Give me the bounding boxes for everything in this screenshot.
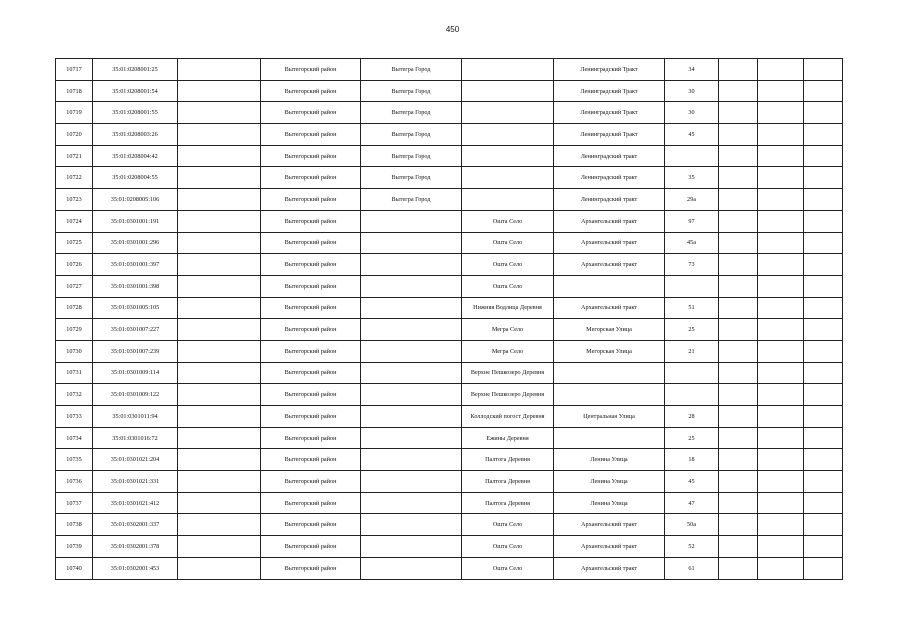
empty-column-cell [178,514,261,536]
street-cell [554,275,665,297]
empty-column-cell [178,167,261,189]
empty-column-cell [178,557,261,579]
district-cell: Вытегорский район [261,536,361,558]
row-number-cell: 10733 [56,406,93,428]
extra-column-1-cell [719,471,758,493]
district-cell: Вытегорский район [261,254,361,276]
street-cell: Архангельский тракт [554,557,665,579]
street-cell: Мегорская Улица [554,340,665,362]
extra-column-2-cell [758,536,804,558]
row-number-cell: 10737 [56,492,93,514]
table-row [56,384,843,406]
extra-column-2-cell [758,406,804,428]
cadastral-number-cell: 35:01:0301011:94 [93,406,178,428]
table-row [56,275,843,297]
house-number-cell: 30 [665,102,719,124]
street-cell: Ленинградский тракт [554,167,665,189]
table-row [56,557,843,579]
extra-column-3-cell [804,406,843,428]
empty-column-cell [178,427,261,449]
extra-column-3-cell [804,427,843,449]
city-cell: Вытегра Город [361,189,462,211]
extra-column-2-cell [758,297,804,319]
cadastral-number-cell: 35:01:0302001:453 [93,557,178,579]
table-row [56,80,843,102]
empty-column-cell [178,384,261,406]
extra-column-3-cell [804,145,843,167]
extra-column-2-cell [758,362,804,384]
table-row [56,340,843,362]
extra-column-3-cell [804,254,843,276]
extra-column-1-cell [719,275,758,297]
district-cell: Вытегорский район [261,275,361,297]
city-cell [361,471,462,493]
extra-column-3-cell [804,449,843,471]
extra-column-1-cell [719,427,758,449]
extra-column-2-cell [758,557,804,579]
extra-column-3-cell [804,514,843,536]
city-cell [361,406,462,428]
city-cell: Вытегра Город [361,167,462,189]
extra-column-3-cell [804,471,843,493]
cadastral-number-cell: 35:01:0208004:42 [93,145,178,167]
row-number-cell: 10722 [56,167,93,189]
empty-column-cell [178,232,261,254]
settlement-cell: Палтога Деревня [462,471,554,493]
extra-column-2-cell [758,471,804,493]
extra-column-1-cell [719,449,758,471]
settlement-cell: Ошта Село [462,557,554,579]
empty-column-cell [178,254,261,276]
settlement-cell [462,59,554,81]
empty-column-cell [178,124,261,146]
street-cell [554,427,665,449]
table-row [56,406,843,428]
table-row [56,427,843,449]
city-cell [361,514,462,536]
settlement-cell: Ошта Село [462,210,554,232]
house-number-cell: 45а [665,232,719,254]
district-cell: Вытегорский район [261,102,361,124]
cadastral-number-cell: 35:01:0208005:106 [93,189,178,211]
district-cell: Вытегорский район [261,210,361,232]
street-cell: Ленина Улица [554,449,665,471]
house-number-cell: 34 [665,59,719,81]
street-cell: Ленинградский Тракт [554,124,665,146]
district-cell: Вытегорский район [261,80,361,102]
extra-column-2-cell [758,124,804,146]
cadastral-number-cell: 35:01:0208001:54 [93,80,178,102]
extra-column-2-cell [758,427,804,449]
extra-column-2-cell [758,210,804,232]
settlement-cell: Ежины Деревня [462,427,554,449]
street-cell: Ленинградский Тракт [554,80,665,102]
extra-column-2-cell [758,492,804,514]
house-number-cell: 30 [665,80,719,102]
street-cell [554,384,665,406]
city-cell [361,210,462,232]
street-cell: Ленинградский тракт [554,145,665,167]
settlement-cell: Мегра Село [462,340,554,362]
extra-column-2-cell [758,232,804,254]
settlement-cell [462,124,554,146]
house-number-cell [665,275,719,297]
settlement-cell: Палтога Деревня [462,492,554,514]
district-cell: Вытегорский район [261,514,361,536]
extra-column-1-cell [719,514,758,536]
settlement-cell: Ошта Село [462,232,554,254]
cadastral-number-cell: 35:01:0301007:227 [93,319,178,341]
empty-column-cell [178,189,261,211]
street-cell: Архангельский тракт [554,254,665,276]
extra-column-3-cell [804,557,843,579]
registry-table [55,58,843,580]
cadastral-number-cell: 35:01:0302001:337 [93,514,178,536]
extra-column-1-cell [719,362,758,384]
settlement-cell: Коллодский погост Деревня [462,406,554,428]
extra-column-1-cell [719,80,758,102]
cadastral-number-cell: 35:01:0208004:55 [93,167,178,189]
city-cell [361,254,462,276]
extra-column-1-cell [719,102,758,124]
city-cell [361,362,462,384]
table-row [56,514,843,536]
house-number-cell [665,384,719,406]
empty-column-cell [178,536,261,558]
extra-column-3-cell [804,167,843,189]
house-number-cell: 18 [665,449,719,471]
extra-column-3-cell [804,80,843,102]
district-cell: Вытегорский район [261,406,361,428]
settlement-cell: Верхне Пешкозеро Деревня [462,384,554,406]
empty-column-cell [178,210,261,232]
city-cell [361,557,462,579]
house-number-cell [665,145,719,167]
settlement-cell [462,167,554,189]
city-cell [361,340,462,362]
table-row [56,362,843,384]
row-number-cell: 10717 [56,59,93,81]
city-cell: Вытегра Город [361,102,462,124]
extra-column-1-cell [719,124,758,146]
extra-column-1-cell [719,557,758,579]
empty-column-cell [178,275,261,297]
extra-column-3-cell [804,124,843,146]
extra-column-3-cell [804,275,843,297]
house-number-cell: 61 [665,557,719,579]
table-row [56,189,843,211]
row-number-cell: 10739 [56,536,93,558]
registry-rows [56,59,843,580]
street-cell: Архангельский тракт [554,536,665,558]
cadastral-number-cell: 35:01:0301021:331 [93,471,178,493]
row-number-cell: 10719 [56,102,93,124]
cadastral-number-cell: 35:01:0301001:191 [93,210,178,232]
settlement-cell [462,145,554,167]
city-cell [361,492,462,514]
table-row [56,59,843,81]
cadastral-number-cell: 35:01:0301021:412 [93,492,178,514]
table-row [56,210,843,232]
cadastral-number-cell: 35:01:0301001:397 [93,254,178,276]
extra-column-3-cell [804,319,843,341]
district-cell: Вытегорский район [261,362,361,384]
street-cell: Ленинградский Тракт [554,102,665,124]
settlement-cell: Нижняя Водлица Деревня [462,297,554,319]
house-number-cell: 45 [665,471,719,493]
settlement-cell: Ошта Село [462,514,554,536]
house-number-cell: 35 [665,167,719,189]
empty-column-cell [178,59,261,81]
extra-column-2-cell [758,167,804,189]
street-cell: Центральная Улица [554,406,665,428]
extra-column-1-cell [719,384,758,406]
extra-column-1-cell [719,167,758,189]
table-row [56,232,843,254]
extra-column-1-cell [719,340,758,362]
district-cell: Вытегорский район [261,340,361,362]
table-row [56,492,843,514]
cadastral-number-cell: 35:01:0302001:378 [93,536,178,558]
extra-column-1-cell [719,232,758,254]
street-cell: Ленина Улица [554,492,665,514]
cadastral-number-cell: 35:01:0301001:398 [93,275,178,297]
cadastral-number-cell: 35:01:0301021:204 [93,449,178,471]
city-cell [361,275,462,297]
settlement-cell [462,80,554,102]
extra-column-2-cell [758,254,804,276]
row-number-cell: 10721 [56,145,93,167]
district-cell: Вытегорский район [261,59,361,81]
district-cell: Вытегорский район [261,557,361,579]
table-row [56,319,843,341]
district-cell: Вытегорский район [261,232,361,254]
extra-column-1-cell [719,59,758,81]
extra-column-1-cell [719,189,758,211]
extra-column-2-cell [758,145,804,167]
settlement-cell: Палтога Деревня [462,449,554,471]
settlement-cell [462,102,554,124]
house-number-cell: 29а [665,189,719,211]
street-cell: Архангельский тракт [554,514,665,536]
extra-column-2-cell [758,102,804,124]
empty-column-cell [178,449,261,471]
empty-column-cell [178,492,261,514]
city-cell: Вытегра Город [361,80,462,102]
empty-column-cell [178,340,261,362]
house-number-cell: 73 [665,254,719,276]
settlement-cell: Ошта Село [462,254,554,276]
extra-column-2-cell [758,449,804,471]
extra-column-3-cell [804,210,843,232]
extra-column-1-cell [719,492,758,514]
city-cell [361,319,462,341]
settlement-cell: Ошта Село [462,275,554,297]
district-cell: Вытегорский район [261,384,361,406]
house-number-cell: 28 [665,406,719,428]
row-number-cell: 10740 [56,557,93,579]
extra-column-1-cell [719,319,758,341]
cadastral-number-cell: 35:01:0301001:296 [93,232,178,254]
district-cell: Вытегорский район [261,145,361,167]
extra-column-1-cell [719,210,758,232]
extra-column-3-cell [804,189,843,211]
house-number-cell: 25 [665,319,719,341]
row-number-cell: 10726 [56,254,93,276]
cadastral-number-cell: 35:01:0301009:114 [93,362,178,384]
row-number-cell: 10734 [56,427,93,449]
extra-column-3-cell [804,384,843,406]
city-cell: Вытегра Город [361,124,462,146]
district-cell: Вытегорский район [261,189,361,211]
house-number-cell: 52 [665,536,719,558]
cadastral-number-cell: 35:01:0301007:239 [93,340,178,362]
row-number-cell: 10738 [56,514,93,536]
extra-column-1-cell [719,145,758,167]
district-cell: Вытегорский район [261,449,361,471]
table-row [56,167,843,189]
district-cell: Вытегорский район [261,167,361,189]
row-number-cell: 10718 [56,80,93,102]
street-cell: Ленинградский Тракт [554,59,665,81]
table-row [56,124,843,146]
row-number-cell: 10736 [56,471,93,493]
table-row [56,102,843,124]
extra-column-3-cell [804,362,843,384]
house-number-cell: 51 [665,297,719,319]
city-cell: Вытегра Город [361,145,462,167]
settlement-cell: Верхне Пешкозеро Деревня [462,362,554,384]
extra-column-1-cell [719,536,758,558]
city-cell: Вытегра Город [361,59,462,81]
house-number-cell: 97 [665,210,719,232]
city-cell [361,232,462,254]
street-cell: Ленина Улица [554,471,665,493]
street-cell: Ленинградский тракт [554,189,665,211]
table-row [56,536,843,558]
row-number-cell: 10728 [56,297,93,319]
house-number-cell: 50а [665,514,719,536]
cadastral-number-cell: 35:01:0208001:55 [93,102,178,124]
empty-column-cell [178,471,261,493]
row-number-cell: 10723 [56,189,93,211]
city-cell [361,536,462,558]
row-number-cell: 10730 [56,340,93,362]
cadastral-number-cell: 35:01:0301016:72 [93,427,178,449]
extra-column-1-cell [719,254,758,276]
page-number: 450 [445,25,460,34]
extra-column-2-cell [758,340,804,362]
extra-column-2-cell [758,80,804,102]
extra-column-3-cell [804,297,843,319]
row-number-cell: 10731 [56,362,93,384]
extra-column-3-cell [804,492,843,514]
extra-column-3-cell [804,536,843,558]
house-number-cell: 25 [665,427,719,449]
empty-column-cell [178,297,261,319]
cadastral-number-cell: 35:01:0301005:105 [93,297,178,319]
district-cell: Вытегорский район [261,297,361,319]
extra-column-1-cell [719,297,758,319]
cadastral-number-cell: 35:01:0208003:26 [93,124,178,146]
street-cell: Мегорская Улица [554,319,665,341]
city-cell [361,427,462,449]
settlement-cell: Ошта Село [462,536,554,558]
settlement-cell [462,189,554,211]
row-number-cell: 10725 [56,232,93,254]
table-row [56,145,843,167]
street-cell [554,362,665,384]
city-cell [361,384,462,406]
extra-column-3-cell [804,59,843,81]
row-number-cell: 10735 [56,449,93,471]
street-cell: Архангельский тракт [554,297,665,319]
house-number-cell: 45 [665,124,719,146]
house-number-cell [665,362,719,384]
cadastral-number-cell: 35:01:0301009:122 [93,384,178,406]
extra-column-2-cell [758,514,804,536]
city-cell [361,449,462,471]
district-cell: Вытегорский район [261,471,361,493]
table-row [56,449,843,471]
row-number-cell: 10720 [56,124,93,146]
extra-column-3-cell [804,102,843,124]
row-number-cell: 10729 [56,319,93,341]
row-number-cell: 10724 [56,210,93,232]
district-cell: Вытегорский район [261,427,361,449]
empty-column-cell [178,80,261,102]
row-number-cell: 10732 [56,384,93,406]
empty-column-cell [178,362,261,384]
house-number-cell: 47 [665,492,719,514]
extra-column-2-cell [758,189,804,211]
extra-column-2-cell [758,59,804,81]
house-number-cell: 21 [665,340,719,362]
cadastral-number-cell: 35:01:0208001:25 [93,59,178,81]
table-row [56,297,843,319]
extra-column-2-cell [758,319,804,341]
row-number-cell: 10727 [56,275,93,297]
empty-column-cell [178,145,261,167]
city-cell [361,297,462,319]
settlement-cell: Мегра Село [462,319,554,341]
empty-column-cell [178,406,261,428]
street-cell: Архангельский тракт [554,232,665,254]
empty-column-cell [178,102,261,124]
district-cell: Вытегорский район [261,492,361,514]
empty-column-cell [178,319,261,341]
table-row [56,254,843,276]
extra-column-2-cell [758,384,804,406]
table-row [56,471,843,493]
extra-column-3-cell [804,232,843,254]
extra-column-1-cell [719,406,758,428]
street-cell: Архангельский тракт [554,210,665,232]
extra-column-2-cell [758,275,804,297]
district-cell: Вытегорский район [261,124,361,146]
district-cell: Вытегорский район [261,319,361,341]
extra-column-3-cell [804,340,843,362]
